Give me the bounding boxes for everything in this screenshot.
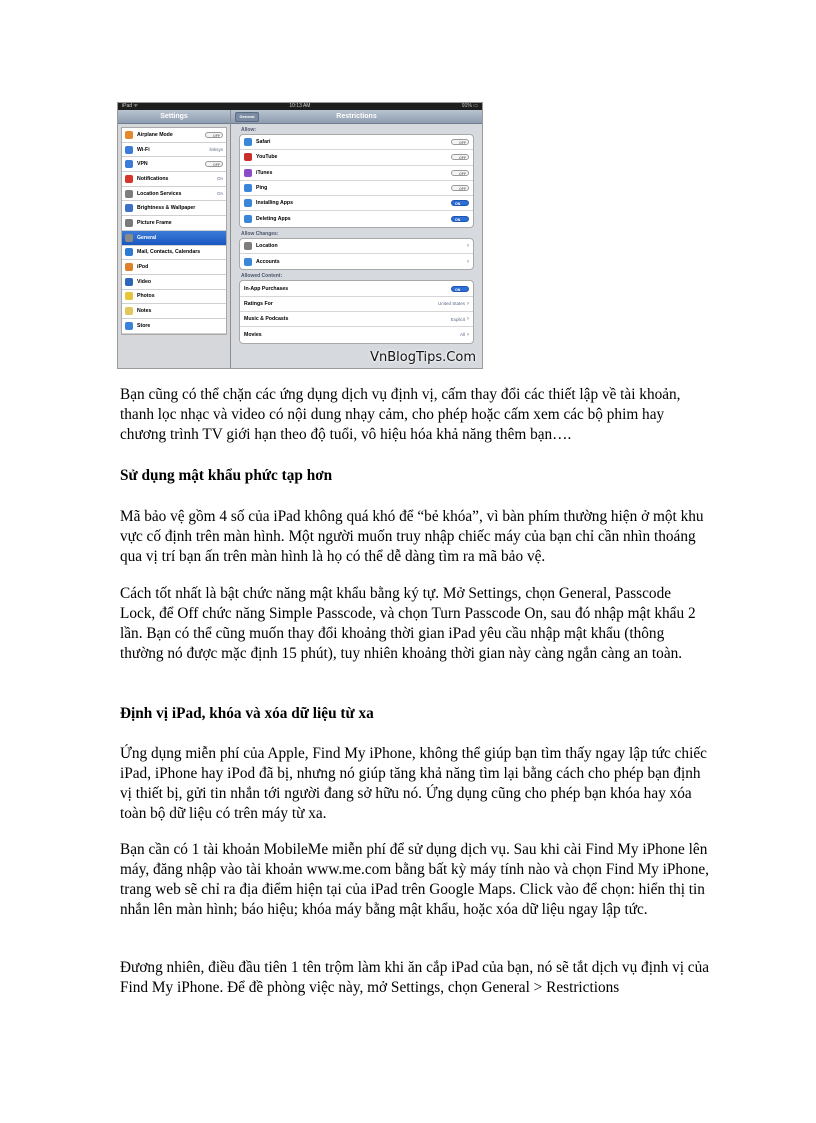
paragraph-6: Đương nhiên, điều đầu tiên 1 tên trộm làm khi ăn cắp iPad của bạn, nó sẽ tắt dịch vụ định vị của Find My iPhone. Để đề phòng việc này, mở Settings, chọn General > Restrictions: [120, 959, 710, 996]
toggle-switch[interactable]: OFF: [451, 154, 469, 160]
content-row-label: In-App Purchases: [244, 285, 289, 292]
sidebar-item-label: General: [137, 234, 157, 241]
sidebar-item[interactable]: [122, 275, 226, 290]
allow-row-label: iTunes: [256, 169, 273, 176]
content-group: [239, 280, 474, 343]
sidebar-item[interactable]: [122, 304, 226, 319]
paragraph-1: Bạn cũng có thể chặn các ứng dụng dịch vụ định vị, cấm thay đổi các thiết lập về tài khoản, thanh lọc nhạc và video có nội dung nhạy cảm, cho phép hoặc cấm xem các bộ phim hay chương trình TV giới hạn theo độ tuổi, vô hiệu hóa khả năng thêm bạn….: [120, 386, 681, 443]
sidebar-item-label: Video: [137, 278, 152, 285]
content-row[interactable]: [240, 281, 473, 296]
changes-row[interactable]: [240, 239, 473, 254]
toggle-switch[interactable]: OFF: [205, 161, 223, 167]
app-icon: [244, 138, 252, 146]
chevron-right-icon: ›: [467, 331, 469, 338]
content-row-label: Ratings For: [244, 300, 273, 307]
chevron-right-icon: ›: [467, 242, 469, 249]
allow-group: [239, 134, 474, 228]
paragraph-5: Bạn cần có 1 tài khoản MobileMe miễn phí để sử dụng dịch vụ. Sau khi cài Find My iPhone lên máy, đăng nhập vào tài khoản www.me.com bằng bất kỳ máy tính nào và chọn Find My iPhone, trang web sẽ chỉ ra địa điểm hiện tại của iPad trên Google Maps. Click vào để chọn: hiển thị tin nhắn lên màn hình; báo hiệu; khóa máy bằng mật khẩu, hoặc xóa dữ liệu ngay lập tức.: [120, 841, 709, 918]
sidebar-item-label: Picture Frame: [137, 219, 172, 226]
allow-row: [240, 181, 473, 196]
changes-group: [239, 238, 474, 271]
sidebar-item-label: Notes: [137, 308, 152, 315]
setting-icon: [125, 278, 133, 286]
sidebar-item[interactable]: [122, 216, 226, 231]
toggle-switch[interactable]: ON: [451, 216, 469, 222]
setting-icon: [244, 242, 252, 250]
sidebar-list: [121, 127, 227, 335]
sidebar-item-label: Brightness & Wallpaper: [137, 205, 196, 212]
sidebar-item-label: VPN: [137, 161, 148, 168]
app-icon: [244, 169, 252, 177]
toggle-switch[interactable]: OFF: [451, 139, 469, 145]
paragraph-3: Cách tốt nhất là bật chức năng mật khẩu bằng ký tự. Mở Settings, chọn General, Passcode Lock, để Off chức năng Simple Passcode, và chọn Turn Passcode On, sau đó nhập mật khẩu 2 lần. Bạn có thể cũng muốn thay đổi khoảng thời gian iPad yêu cầu nhập mật khẩu (thông thường nó được mặc định 15 phút), tuy nhiên khoảng thời gian này càng ngắn càng an toàn.: [120, 585, 696, 662]
setting-icon: [125, 204, 133, 212]
sidebar-title: Settings: [118, 110, 230, 124]
allow-row-label: Ping: [256, 185, 268, 192]
restrictions-navbar: [231, 110, 482, 124]
sidebar-item-label: iPod: [137, 264, 149, 271]
sidebar-item-label: Wi-Fi: [137, 146, 150, 153]
setting-icon: [125, 292, 133, 300]
paragraph-2: Mã bảo vệ gồm 4 số của iPad không quá khó để “bẻ khóa”, vì bàn phím thường hiện ở một khu vực cố định trên màn hình. Một người muốn truy nhập chiếc máy của bạn chỉ cần nhìn thoáng qua vị trí bạn ấn trên màn hình là họ có thể dễ dàng tìm ra mã bảo vệ.: [120, 508, 704, 565]
setting-icon: [244, 258, 252, 266]
allow-row-label: Safari: [256, 139, 271, 146]
status-bar: [118, 103, 482, 110]
toggle-switch[interactable]: OFF: [451, 170, 469, 176]
app-icon: [244, 153, 252, 161]
allow-row: [240, 150, 473, 165]
allow-row: [240, 211, 473, 226]
changes-row-label: Accounts: [256, 258, 280, 265]
paragraph-4: Ứng dụng miễn phí của Apple, Find My iPhone, không thể giúp bạn tìm thấy ngay lập tức chiếc iPad, iPhone hay iPod đã bị, nhưng nó giúp tăng khả năng tìm lại bằng cách cho phép bạn định vị thiết bị, gửi tin nhắn tới người đang sở hữu nó. Ứng dụng cũng cho phép bạn khóa hay xóa toàn bộ dữ liệu có trên máy từ xa.: [120, 745, 707, 822]
ipad-settings-screenshot: [117, 102, 483, 369]
status-carrier: iPad ᯤ: [122, 103, 138, 109]
content-row-value: All: [459, 332, 465, 338]
content-row-value: Explicit: [450, 316, 465, 322]
setting-icon: [125, 234, 133, 242]
setting-icon: [125, 190, 133, 198]
allow-row: [240, 166, 473, 181]
sidebar-item[interactable]: [122, 231, 226, 246]
setting-icon: [125, 131, 133, 139]
content-row-label: Music & Podcasts: [244, 316, 289, 323]
sidebar-item[interactable]: [122, 246, 226, 261]
sidebar-item[interactable]: [122, 319, 226, 334]
sidebar-item-label: Mail, Contacts, Calendars: [137, 249, 201, 256]
sidebar-item-value: On: [216, 176, 223, 182]
changes-group-label: Allow Changes:: [241, 230, 279, 237]
setting-icon: [125, 263, 133, 271]
setting-icon: [125, 322, 133, 330]
setting-icon: [125, 307, 133, 315]
content-row[interactable]: [240, 312, 473, 327]
sidebar-item[interactable]: [122, 187, 226, 202]
sidebar-item[interactable]: [122, 157, 226, 172]
heading-complex-password: Sử dụng mật khẩu phức tạp hơn: [120, 467, 333, 484]
content-row[interactable]: [240, 297, 473, 312]
content-group-label: Allowed Content:: [241, 273, 283, 280]
sidebar-item[interactable]: [122, 201, 226, 216]
restrictions-title: Restrictions: [336, 113, 377, 120]
chevron-right-icon: ›: [467, 258, 469, 265]
setting-icon: [125, 248, 133, 256]
app-icon: [244, 199, 252, 207]
content-row[interactable]: [240, 327, 473, 342]
sidebar-item[interactable]: [122, 172, 226, 187]
app-icon: [244, 184, 252, 192]
toggle-switch[interactable]: ON: [451, 200, 469, 206]
sidebar-item-label: Photos: [137, 293, 155, 300]
allow-row-label: Deleting Apps: [256, 216, 291, 223]
toggle-switch[interactable]: OFF: [205, 132, 223, 138]
status-time: 10:13 AM: [289, 103, 311, 109]
watermark: VnBlogTips.Com: [370, 350, 476, 365]
allow-group-label: Allow:: [241, 127, 256, 133]
status-battery: 91% ▭: [461, 103, 478, 109]
setting-icon: [125, 175, 133, 183]
restrictions-panel: [231, 110, 482, 368]
content-row-value: United States: [437, 301, 465, 307]
sidebar-item-label: Location Services: [137, 190, 182, 197]
sidebar-item-value: linksys: [209, 147, 223, 153]
settings-sidebar: [118, 110, 231, 368]
chevron-right-icon: ›: [467, 316, 469, 323]
chevron-right-icon: ›: [467, 300, 469, 307]
sidebar-item[interactable]: [122, 260, 226, 275]
toggle-switch[interactable]: ON: [451, 286, 469, 292]
sidebar-item-label: Store: [137, 322, 151, 329]
setting-icon: [125, 219, 133, 227]
app-icon: [244, 215, 252, 223]
sidebar-item[interactable]: [122, 128, 226, 143]
allow-row-label: Installing Apps: [256, 200, 293, 207]
heading-locate-ipad: Định vị iPad, khóa và xóa dữ liệu từ xa: [120, 705, 374, 722]
changes-row[interactable]: [240, 254, 473, 269]
allow-row: [240, 135, 473, 150]
toggle-switch[interactable]: OFF: [451, 185, 469, 191]
sidebar-item[interactable]: [122, 143, 226, 158]
content-row-label: Movies: [244, 331, 262, 338]
sidebar-item-value: On: [216, 191, 223, 197]
sidebar-item-label: Airplane Mode: [137, 131, 173, 138]
allow-row: [240, 196, 473, 211]
sidebar-item-label: Notifications: [137, 175, 169, 182]
setting-icon: [125, 160, 133, 168]
allow-row-label: YouTube: [256, 154, 278, 161]
sidebar-item[interactable]: [122, 290, 226, 305]
back-button[interactable]: General: [235, 112, 259, 122]
setting-icon: [125, 146, 133, 154]
changes-row-label: Location: [256, 242, 278, 249]
